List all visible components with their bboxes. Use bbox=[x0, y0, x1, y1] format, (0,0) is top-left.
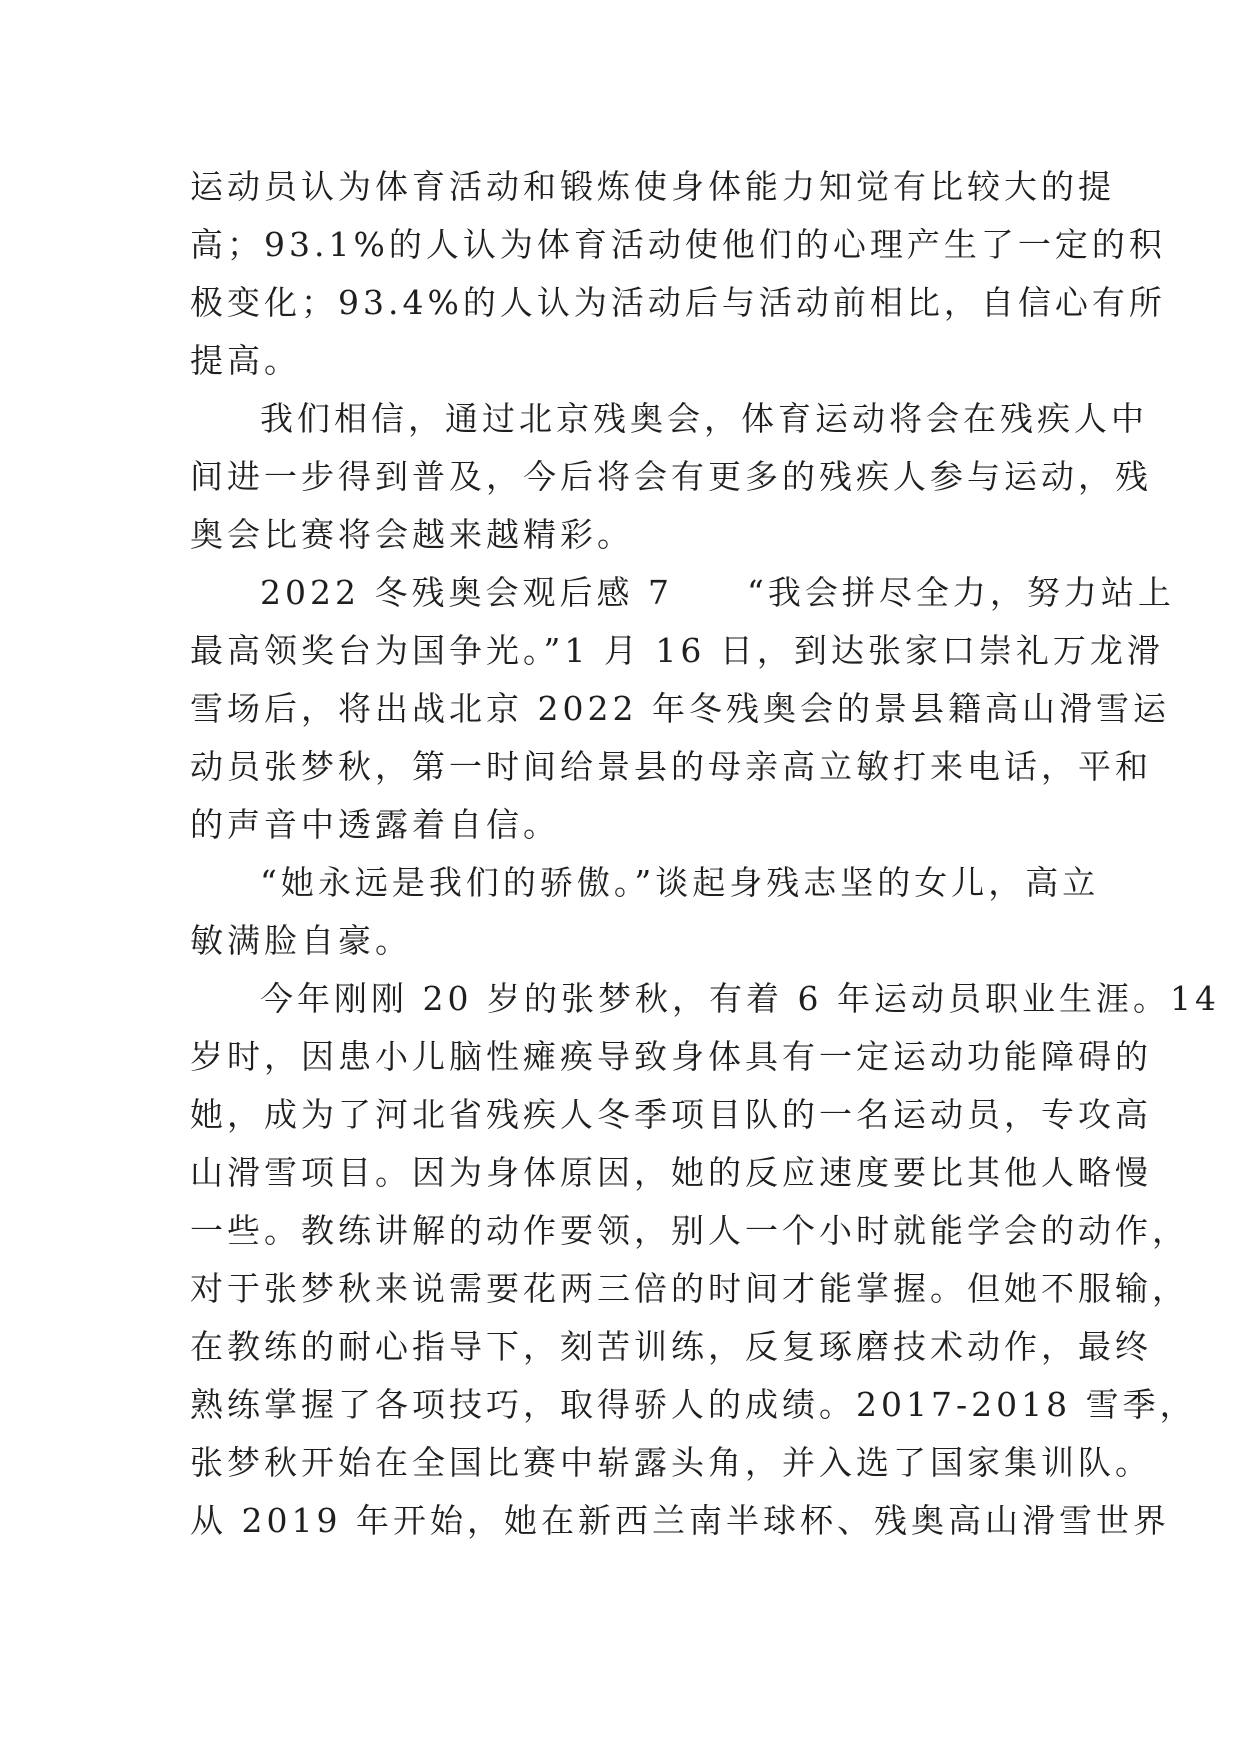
text-line: 极变化；93.4%的人认为活动后与活动前相比，自信心有所 bbox=[190, 283, 1166, 322]
text-line: 最高领奖台为国争光。”1 月 16 日，到达张家口崇礼万龙滑 bbox=[190, 631, 1164, 670]
text-line: 运动员认为体育活动和锻炼使身体能力知觉有比较大的提 bbox=[190, 167, 1115, 206]
text-line: 张梦秋开始在全国比赛中崭露头角，并入选了国家集训队。 bbox=[190, 1443, 1152, 1482]
paragraph-first-line: 我们相信，通过北京残奥会，体育运动将会在残疾人中 bbox=[260, 399, 1148, 438]
text-line: 山滑雪项目。因为身体原因，她的反应速度要比其他人略慢 bbox=[190, 1153, 1152, 1192]
text-line: 在教练的耐心指导下，刻苦训练，反复琢磨技术动作，最终 bbox=[190, 1327, 1152, 1366]
text-line: 敏满脸自豪。 bbox=[190, 921, 412, 960]
text-line: 间进一步得到普及，今后将会有更多的残疾人参与运动，残 bbox=[190, 457, 1152, 496]
text-line: 一些。教练讲解的动作要领，别人一个小时就能学会的动作， bbox=[190, 1211, 1189, 1250]
text-line: 对于张梦秋来说需要花两三倍的时间才能掌握。但她不服输， bbox=[190, 1269, 1189, 1308]
paragraph-first-line: 2022 冬残奥会观后感 7 “我会拼尽全力，努力站上 bbox=[260, 573, 1175, 612]
text-line: 提高。 bbox=[190, 341, 301, 380]
text-line: 从 2019 年开始，她在新西兰南半球杯、残奥高山滑雪世界 bbox=[190, 1501, 1170, 1540]
text-line: 高；93.1%的人认为体育活动使他们的心理产生了一定的积 bbox=[190, 225, 1166, 264]
paragraph-first-line: “她永远是我们的骄傲。”谈起身残志坚的女儿，高立 bbox=[260, 863, 1100, 902]
text-line: 奥会比赛将会越来越精彩。 bbox=[190, 515, 634, 554]
text-line: 动员张梦秋，第一时间给景县的母亲高立敏打来电话，平和 bbox=[190, 747, 1152, 786]
text-line: 的声音中透露着自信。 bbox=[190, 805, 560, 844]
text-line: 她，成为了河北省残疾人冬季项目队的一名运动员，专攻高 bbox=[190, 1095, 1152, 1134]
text-line: 熟练掌握了各项技巧，取得骄人的成绩。2017-2018 雪季， bbox=[190, 1385, 1197, 1424]
body-text bbox=[190, 158, 1220, 1550]
text-line: 岁时，因患小儿脑性瘫痪导致身体具有一定运动功能障碍的 bbox=[190, 1037, 1152, 1076]
paragraph-first-line: 今年刚刚 20 岁的张梦秋，有着 6 年运动员职业生涯。14 bbox=[260, 979, 1220, 1018]
text-line: 雪场后，将出战北京 2022 年冬残奥会的景县籍高山滑雪运 bbox=[190, 689, 1170, 728]
